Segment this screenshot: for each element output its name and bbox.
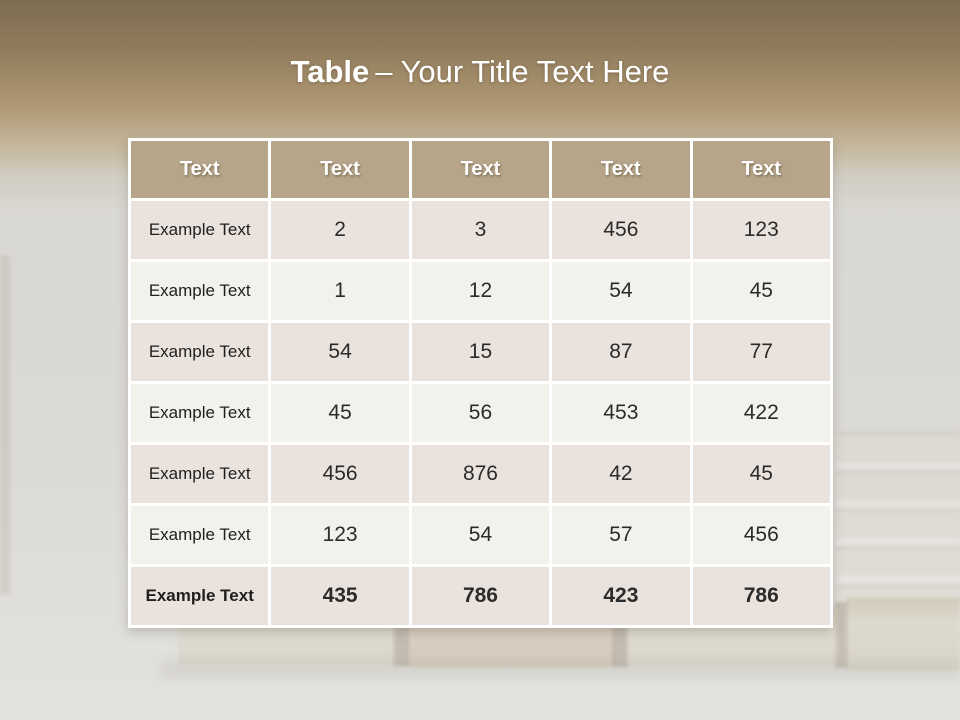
value-cell: 786 [412, 567, 549, 625]
value-cell: 42 [552, 445, 689, 503]
value-cell: 56 [412, 384, 549, 442]
value-cell: 54 [271, 323, 408, 381]
table-row [131, 506, 830, 564]
value-cell: 123 [693, 201, 830, 259]
value-cell: 2 [271, 201, 408, 259]
page-title [0, 52, 960, 92]
table-body [131, 201, 830, 625]
row-label-cell: Example Text [131, 567, 268, 625]
value-cell: 54 [412, 506, 549, 564]
row-label-cell: Example Text [131, 384, 268, 442]
value-cell: 453 [552, 384, 689, 442]
value-cell: 422 [693, 384, 830, 442]
header-cell: Text [552, 141, 689, 198]
table-row [131, 262, 830, 320]
value-cell: 435 [271, 567, 408, 625]
value-cell: 12 [412, 262, 549, 320]
value-cell: 45 [693, 262, 830, 320]
table-row [131, 384, 830, 442]
table-row [131, 323, 830, 381]
value-cell: 1 [271, 262, 408, 320]
value-cell: 456 [552, 201, 689, 259]
title-keyword: Table [290, 54, 370, 89]
header-row [131, 141, 830, 198]
header-cell: Text [693, 141, 830, 198]
value-cell: 456 [271, 445, 408, 503]
book-horizontal [846, 598, 960, 670]
value-cell: 45 [693, 445, 830, 503]
value-cell: 77 [693, 323, 830, 381]
value-cell: 3 [412, 201, 549, 259]
value-cell: 15 [412, 323, 549, 381]
value-cell: 54 [552, 262, 689, 320]
value-cell: 423 [552, 567, 689, 625]
book-stack-right [836, 432, 960, 614]
row-label-cell: Example Text [131, 262, 268, 320]
row-label-cell: Example Text [131, 506, 268, 564]
value-cell: 57 [552, 506, 689, 564]
table-header [131, 141, 830, 198]
row-label-cell: Example Text [131, 201, 268, 259]
floor-shadow [160, 662, 960, 676]
value-cell: 786 [693, 567, 830, 625]
row-label-cell: Example Text [131, 445, 268, 503]
value-cell: 456 [693, 506, 830, 564]
table-row [131, 201, 830, 259]
value-cell: 45 [271, 384, 408, 442]
row-label-cell: Example Text [131, 323, 268, 381]
header-cell: Text [271, 141, 408, 198]
book-spine-left-edge [0, 255, 10, 595]
data-table [128, 138, 833, 628]
value-cell: 87 [552, 323, 689, 381]
table-row [131, 567, 830, 625]
value-cell: 123 [271, 506, 408, 564]
header-cell: Text [412, 141, 549, 198]
title-subtitle: – Your Title Text Here [375, 54, 670, 89]
value-cell: 876 [412, 445, 549, 503]
header-cell: Text [131, 141, 268, 198]
table-row [131, 445, 830, 503]
